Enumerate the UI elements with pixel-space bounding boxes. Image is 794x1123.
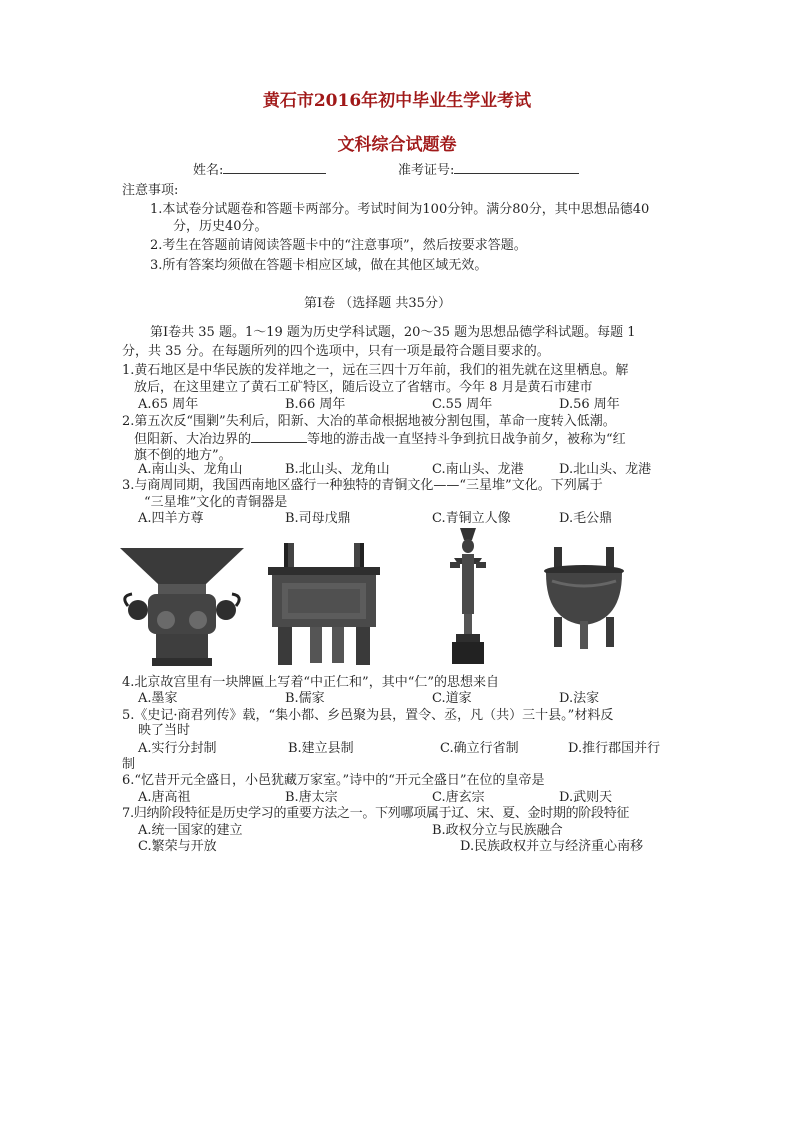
q1-option-a[interactable]: A.65 周年 (138, 397, 199, 412)
q3-stem-2: “三星堆”文化的青铜器是 (144, 495, 288, 510)
q2-stem-2b: 等地的游击战一直坚持斗争到抗日战争前夕，被称为“红 (307, 432, 626, 447)
q6-option-c[interactable]: C.唐玄宗 (432, 790, 485, 805)
maogong-ding-image (542, 547, 626, 649)
q5-option-a[interactable]: A.实行分封制 (138, 741, 217, 756)
q5-option-b[interactable]: B.建立县制 (288, 741, 354, 756)
exam-number-label: 准考证号: (398, 163, 455, 178)
q5-stem-2: 映了当时 (138, 723, 191, 738)
q2-stem-1: 2.第五次反“围剿”失利后，阳新、大冶的革命根据地被分割包围，革命一度转入低潮。 (122, 414, 616, 429)
q4-option-b[interactable]: B.儒家 (285, 691, 325, 706)
q4-option-d[interactable]: D.法家 (559, 691, 600, 706)
bronze-standing-figure-image (446, 528, 490, 666)
q6-option-d[interactable]: D.武则天 (559, 790, 613, 805)
q2-stem-2a: 但阳新、大冶边界的 (134, 432, 252, 447)
q7-option-b[interactable]: B.政权分立与民族融合 (432, 823, 563, 838)
q3-option-d[interactable]: D.毛公鼎 (559, 511, 613, 526)
q3-option-c[interactable]: C.青铜立人像 (432, 511, 511, 526)
q5-option-c[interactable]: C.确立行省制 (440, 741, 519, 756)
q7-option-a[interactable]: A.统一国家的建立 (138, 823, 243, 838)
q1-option-c[interactable]: C.55 周年 (432, 397, 493, 412)
exam-subtitle: 文科综合试题卷 (337, 135, 457, 155)
q4-option-c[interactable]: C.道家 (432, 691, 472, 706)
q1-stem-1: 1.黄石地区是中华民族的发祥地之一，远在三四十万年前，我们的祖先就在这里栖息。解 (122, 363, 629, 378)
q4-stem: 4.北京故宫里有一块牌匾上写着“中正仁和”，其中“仁”的思想来自 (122, 675, 499, 690)
q2-stem-3: 旗不倒的地方”。 (134, 448, 232, 463)
notes-heading: 注意事项: (122, 183, 179, 198)
section-intro-b: 分，共 35 分。在每题所列的四个选项中，只有一项是最符合题目要求的。 (122, 344, 550, 359)
exam-number-field[interactable] (398, 161, 579, 179)
q5-option-d[interactable]: D.推行郡国并行 (568, 741, 661, 756)
simuwu-ding-image (264, 543, 384, 667)
name-field[interactable] (193, 161, 326, 179)
q7-stem: 7.归纳阶段特征是历史学习的重要方法之一。下列哪项属于辽、宋、夏、金时期的阶段特征 (122, 806, 630, 821)
name-blank[interactable] (223, 161, 326, 174)
q7-option-c[interactable]: C.繁荣与开放 (138, 839, 217, 854)
q3-stem-1: 3.与商周同期，我国西南地区盛行一种独特的青铜文化——“三星堆”文化。下列属于 (122, 478, 603, 493)
note-1b: 分，历史40分。 (173, 219, 268, 234)
q2-option-c[interactable]: C.南山头、龙港 (432, 462, 524, 477)
note-1a: 1.本试卷分试题卷和答题卡两部分。考试时间为100分钟。满分80分，其中思想品德40 (150, 202, 650, 217)
q2-option-b[interactable]: B.北山头、龙角山 (285, 462, 390, 477)
exam-title: 黄石市2016年初中毕业生学业考试 (262, 91, 532, 111)
note-3: 3.所有答案均须做在答题卡相应区域，做在其他区域无效。 (150, 258, 488, 273)
q2-stem-2 (134, 430, 626, 448)
q6-option-a[interactable]: A.唐高祖 (138, 790, 191, 805)
q5-option-d-tail: 制 (122, 757, 136, 772)
q2-option-a[interactable]: A.南山头、龙角山 (138, 462, 243, 477)
section-intro-a: 第Ⅰ卷共 35 题。1～19 题为历史学科试题，20～35 题为思想品德学科试题。每题 1 (150, 325, 636, 340)
exam-number-blank[interactable] (454, 161, 579, 174)
q1-option-b[interactable]: B.66 周年 (285, 397, 346, 412)
q6-option-b[interactable]: B.唐太宗 (285, 790, 338, 805)
q1-stem-2: 放后，在这里建立了黄石工矿特区，随后设立了省辖市。今年 8 月是黄石市建市 (134, 380, 593, 395)
q2-blank (251, 430, 307, 443)
q5-stem-1: 5.《史记·商君列传》载，“集小都、乡邑聚为县，置令、丞，凡（共）三十县。”材料反 (122, 708, 614, 723)
four-goat-square-zun-image (118, 540, 246, 668)
q7-option-d[interactable]: D.民族政权并立与经济重心南移 (460, 839, 644, 854)
q1-option-d[interactable]: D.56 周年 (559, 397, 620, 412)
q3-option-a[interactable]: A.四羊方尊 (138, 511, 204, 526)
section-heading: 第Ⅰ卷 （选择题 共35分） (304, 296, 451, 311)
name-label: 姓名: (193, 163, 224, 178)
q3-option-b[interactable]: B.司母戊鼎 (285, 511, 351, 526)
note-2: 2.考生在答题前请阅读答题卡中的“注意事项”，然后按要求答题。 (150, 238, 527, 253)
q6-stem: 6.“忆昔开元全盛日，小邑犹藏万家室。”诗中的“开元全盛日”在位的皇帝是 (122, 773, 545, 788)
q2-option-d[interactable]: D.北山头、龙港 (559, 462, 652, 477)
q4-option-a[interactable]: A.墨家 (138, 691, 178, 706)
